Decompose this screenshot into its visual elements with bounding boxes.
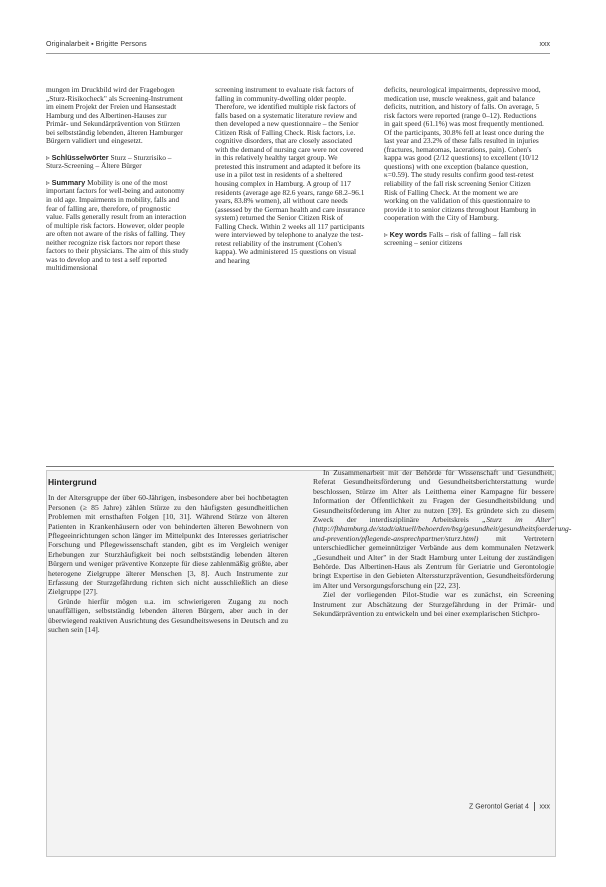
german-keywords-label: Schlüsselwörter [51,152,109,162]
abstract-continuation: mungen im Druckbild wird der Fragebogen „Sturz-Risikocheck" als Screening-Instrument im einem Projekt der Freien und Hansestadt Hamburg und des Albertinen-Hauses zur Primär- und Sekundärprävention von Stürzen bei selbstständig lebenden, älteren Hamburger Bürgern validiert und eingesetzt. [46,85,183,146]
summary-marker: ▹ [46,177,52,187]
section-top-rule [46,466,554,467]
running-header-page-number: xxx [539,41,550,48]
abstract-column-2 [215,86,365,273]
footer-page-number: xxx [539,803,550,811]
english-summary [46,179,189,273]
running-header-left: Originalarbeit ▪ Brigitte Persons [46,41,147,48]
header-rule [46,53,550,54]
background-right-column [313,468,572,619]
summary-label: Summary [51,177,86,187]
german-keywords [46,154,189,171]
english-keywords [384,231,544,248]
abstract-column-1 [46,86,189,281]
footer-separator [534,802,535,811]
summary-continuation: screening instrument to evaluate risk factors of falling in community-dwelling older people. Therefore, we identified multiple risk factors of falls based on a systematic literature review and then developed a new questionnaire – the Senior Citizen Risk of Falling Check. Risk factors, i.e. cognitive disorders, that are closely associated with the demand of nursing care were not covered in this relatively healthy target group. We pretested this instrument and adapted it before its use in a pilot test in residents of a sheltered housing complex in Hamburg. A group of 117 residents (average age 82.6 years, range 68.2–96.1 years, 83.8% women), all without care needs (assessed by the German health and care insurance system) returned the Senior Citizen Risk of Falling Check. Within 2 weeks all 117 participants were interviewed by telephone to analyze the test-retest reliability of the instrument (Cohen's kappa). We administered 15 questions on visual and hearing [215,85,366,265]
page-footer [469,802,550,811]
background-left-column [48,478,288,635]
working-group-url: „Sturz im Alter" (http://fhhamburg.de/stadt/aktuell/behoerden/bsg/gesundheit/gesundheitsfoerderung-und-prevention/pflegende-ansprechpartner/sturz.html) [313,515,572,543]
keyword-marker: ▹ [384,229,390,239]
journal-citation: Z Gerontol Geriat 4 [468,803,529,811]
background-paragraph-3 [313,468,572,590]
english-keywords-text: Falls – risk of falling – fall risk screening – senior citizens [384,229,521,248]
section-heading-hintergrund: Hintergrund [48,477,97,487]
summary-text: Mobility is one of the most important factors for well-being and autonomy in old age. Impairments in mobility, falls and fear of falling are, therefore, of prognostic value. Falls generally result from an interaction of multiple risk factors. However, older people are often not aware of the risks of falling. They neither recognize risk factors nor report these factors to their physicians. The aim of this study was to develop and to test a self reported multidimensional [46,177,189,273]
background-paragraph-2: Gründe hierfür mögen u.a. im schwierigeren Zugang zu noch unauffälligen, selbstständig lebenden älteren Bürgern, aber auch in der überwiegend reaktiven Ausrichtung des Gesundheitswesens in Deutsch and zu suchen sein [14]. [48,596,288,635]
keyword-marker: ▹ [46,152,52,162]
paragraph-3-text-a: In Zusammenarbeit mit der Behörde für Wissenschaft und Gesundheit, Referat Gesundheitsförderung und Gesundheitsberichterstattung wurde beschlossen, Stürze im Alter als Leitthema einer Kampagne für bessere Information der Öffentlichkeit zu Fragen der Gesundheitsbildung und Gesundheitsförderung im Alter zu nutzen [39]. Es gründete sich zu diesem Zweck der interdisziplinäre Arbeitskreis [313,468,554,525]
background-paragraph-4: Ziel der vorliegenden Pilot-Studie war es zunächst, ein Screening Instrument zur Abschätzung der Sturzgefährdung in der Primär- und Sekundärprävention zu entwickeln und bei einer exemplarischen Stichpro- [313,590,554,619]
german-keywords-text: Sturz – Sturzrisiko – Sturz-Screening – Ältere Bürger [46,152,172,171]
background-paragraph-1: In der Altersgruppe der über 60-Jährigen, insbesondere aber bei hochbetagten Personen (≥ 85 Jahre) zählen Stürze zu den häufigsten gesundheitlichen Problemen mit ernsthaften Folgen [10, 31]. Während Stürze von älteren Patienten in Krankenhäusern oder von behinderten älteren Bewohnern von Pflegeeinrichtungen schon länger im Mittelpunkt des Interesses geriatrischer Forschung und Pflegewissenschaft standen, gibt es im Vergleich weniger Erhebungen zur Sturzhäufigkeit bei noch selbstständig lebenden älteren Bürgern und weniger präventive Konzepte für diese zahlenmäßig größte, aber heterogene Zielgruppe älterer Menschen [3, 8]. Auch Instrumente zur Erfassung der Sturzgefährdung richten sich nicht ausschließlich an diese Zielgruppe [27]. [48,493,288,597]
english-keywords-label: Key words [389,229,427,239]
abstract-column-3 [384,86,544,256]
summary-continuation-2: deficits, neurological impairments, depressive mood, medication use, muscle weakness, gait and balance deficits, nutrition, and history of falls. On average, 5 risk factors were reported (range 0–12). Reductions in gait speed (61.1%) was most frequently mentioned. Of the participants, 30.8% fell at least once during the last year and 23.2% of these falls resulted in injuries (fractures, hematomas, lacerations, pain). Cohen's kappa was good (2/12 questions) to excellent (10/12 questions) with one exception (balance question, κ=0.59). The study results confirm good test-retest reliability of the fall risk screening Senior Citizen Risk of Falling Check. At the moment we are working on the validation of this questionnaire to provide it to senior citizens throughout Hamburg in cooperation with the City of Hamburg. [384,85,544,223]
paragraph-3-text-b: mit Vertretern unterschiedlicher gemeinnütziger Verbände aus dem kommunalen Netzwerk „Gesundheit und Alter" in der Stadt Hamburg unter Leitung der zuständigen Behörde. Das Albertinen-Haus als Zentrum für Geriatrie und Gerontologie bringt Expertise in den Gebieten Alterssturzprävention, Gesundheitsförderung im Alter und Versorgungsforschung ein [22, 23]. [313,533,554,590]
